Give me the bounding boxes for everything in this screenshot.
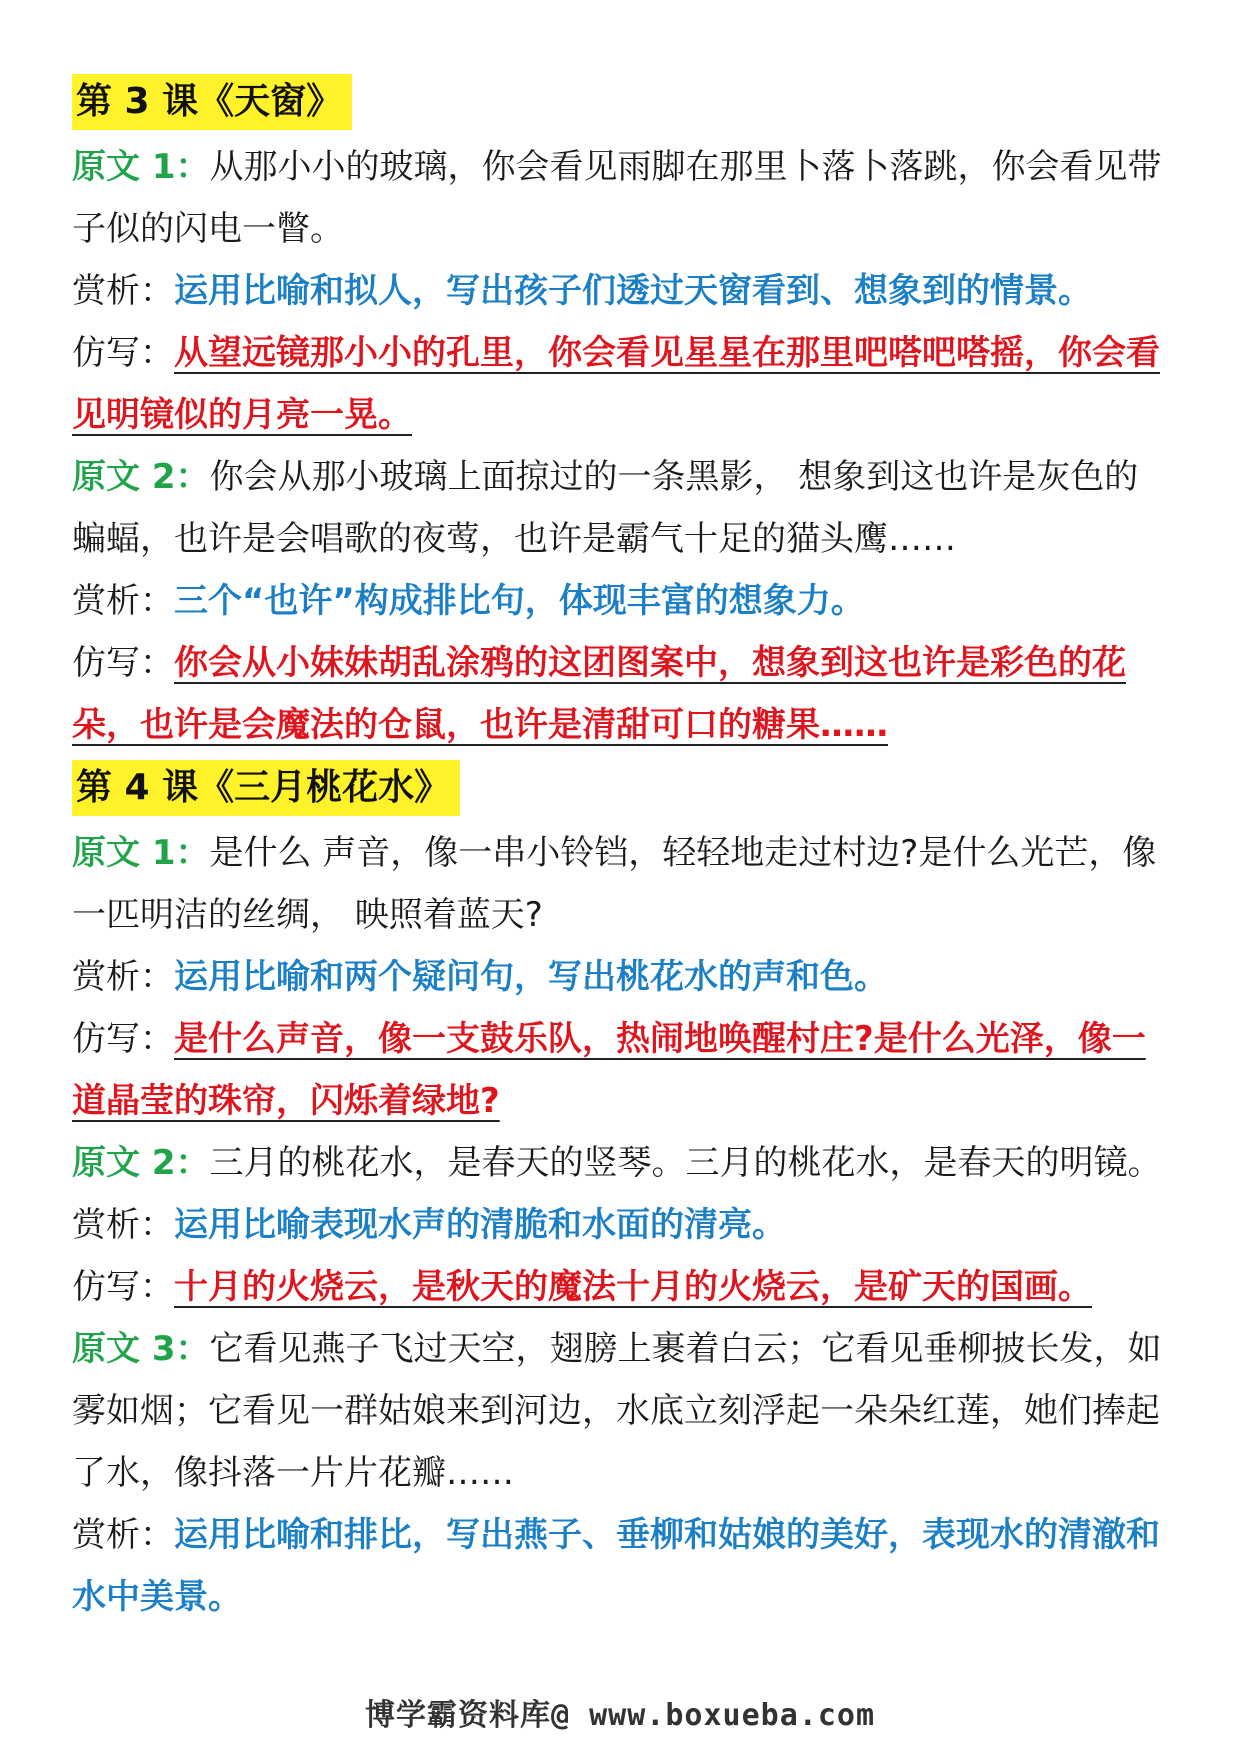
lesson-3-imitation-1 — [72, 322, 1172, 446]
analysis-label: 赏析： — [72, 581, 174, 621]
document-page — [72, 70, 1172, 1628]
lesson-4-original-3 — [72, 1318, 1172, 1504]
lesson-4-imitation-2 — [72, 1256, 1172, 1318]
lesson-4-section — [72, 756, 1172, 1628]
imitation-label: 仿写： — [72, 643, 174, 683]
original-label: 原文 3： — [72, 1329, 210, 1369]
analysis-text: 运用比喻和拟人，写出孩子们透过天窗看到、想象到的情景。 — [174, 271, 1092, 311]
lesson-4-analysis-2 — [72, 1194, 1172, 1256]
imitation-label: 仿写： — [72, 1267, 174, 1307]
original-text: 你会从那小玻璃上面掠过的一条黑影， 想象到这也许是灰色的蝙蝠，也许是会唱歌的夜莺，也许是霸气十足的猫头鹰…… — [72, 457, 1139, 559]
original-label: 原文 2： — [72, 1143, 210, 1183]
imitation-label: 仿写： — [72, 1019, 174, 1059]
lesson-3-original-1 — [72, 136, 1172, 260]
lesson-3-section — [72, 70, 1172, 756]
analysis-label: 赏析： — [72, 1205, 174, 1245]
lesson-4-imitation-1 — [72, 1008, 1172, 1132]
lesson-3-original-2 — [72, 446, 1172, 570]
analysis-text: 运用比喻和两个疑问句，写出桃花水的声和色。 — [174, 957, 888, 997]
analysis-text: 运用比喻表现水声的清脆和水面的清亮。 — [174, 1205, 786, 1245]
watermark: 博学霸资料库@ www.boxueba.com — [364, 1698, 876, 1733]
analysis-label: 赏析： — [72, 1515, 174, 1555]
analysis-text: 三个“也许”构成排比句，体现丰富的想象力。 — [174, 581, 865, 621]
lesson-3-analysis-1 — [72, 260, 1172, 322]
imitation-text: 十月的火烧云，是秋天的魔法十月的火烧云，是矿天的国画。 — [174, 1267, 1092, 1307]
lesson-4-original-1 — [72, 822, 1172, 946]
lesson-4-title: 第 4 课《三月桃花水》 — [72, 760, 460, 816]
imitation-text: 从望远镜那小小的孔里，你会看见星星在那里吧嗒吧嗒摇，你会看见明镜似的月亮一晃。 — [72, 333, 1160, 435]
imitation-text: 是什么声音，像一支鼓乐队，热闹地唤醒村庄?是什么光泽，像一道晶莹的珠帘，闪烁着绿地? — [72, 1019, 1146, 1121]
lesson-4-analysis-1 — [72, 946, 1172, 1008]
imitation-text: 你会从小妹妹胡乱涂鸦的这团图案中，想象到这也许是彩色的花朵，也许是会魔法的仓鼠，也许是清甜可口的糖果…… — [72, 643, 1126, 745]
original-label: 原文 2： — [72, 457, 210, 497]
original-text: 从那小小的玻璃，你会看见雨脚在那里卜落卜落跳，你会看见带子似的闪电一瞥。 — [72, 147, 1162, 249]
original-text: 是什么 声音，像一串小铃铛，轻轻地走过村边?是什么光芒，像一匹明洁的丝绸， 映照着蓝天? — [72, 833, 1157, 935]
imitation-label: 仿写： — [72, 333, 174, 373]
original-label: 原文 1： — [72, 833, 210, 873]
original-text: 它看见燕子飞过天空，翅膀上裹着白云；它看见垂柳披长发，如雾如烟；它看见一群姑娘来到河边，水底立刻浮起一朵朵红莲，她们捧起了水，像抖落一片片花瓣…… — [72, 1329, 1162, 1493]
lesson-4-analysis-3 — [72, 1504, 1172, 1628]
analysis-label: 赏析： — [72, 271, 174, 311]
original-text: 三月的桃花水，是春天的竖琴。三月的桃花水，是春天的明镜。 — [209, 1143, 1162, 1183]
lesson-3-title: 第 3 课《天窗》 — [72, 74, 352, 130]
lesson-3-imitation-2 — [72, 632, 1172, 756]
analysis-text: 运用比喻和排比，写出燕子、垂柳和姑娘的美好，表现水的清澈和水中美景。 — [72, 1515, 1160, 1617]
lesson-3-analysis-2 — [72, 570, 1172, 632]
analysis-label: 赏析： — [72, 957, 174, 997]
lesson-4-original-2 — [72, 1132, 1172, 1194]
original-label: 原文 1： — [72, 147, 210, 187]
